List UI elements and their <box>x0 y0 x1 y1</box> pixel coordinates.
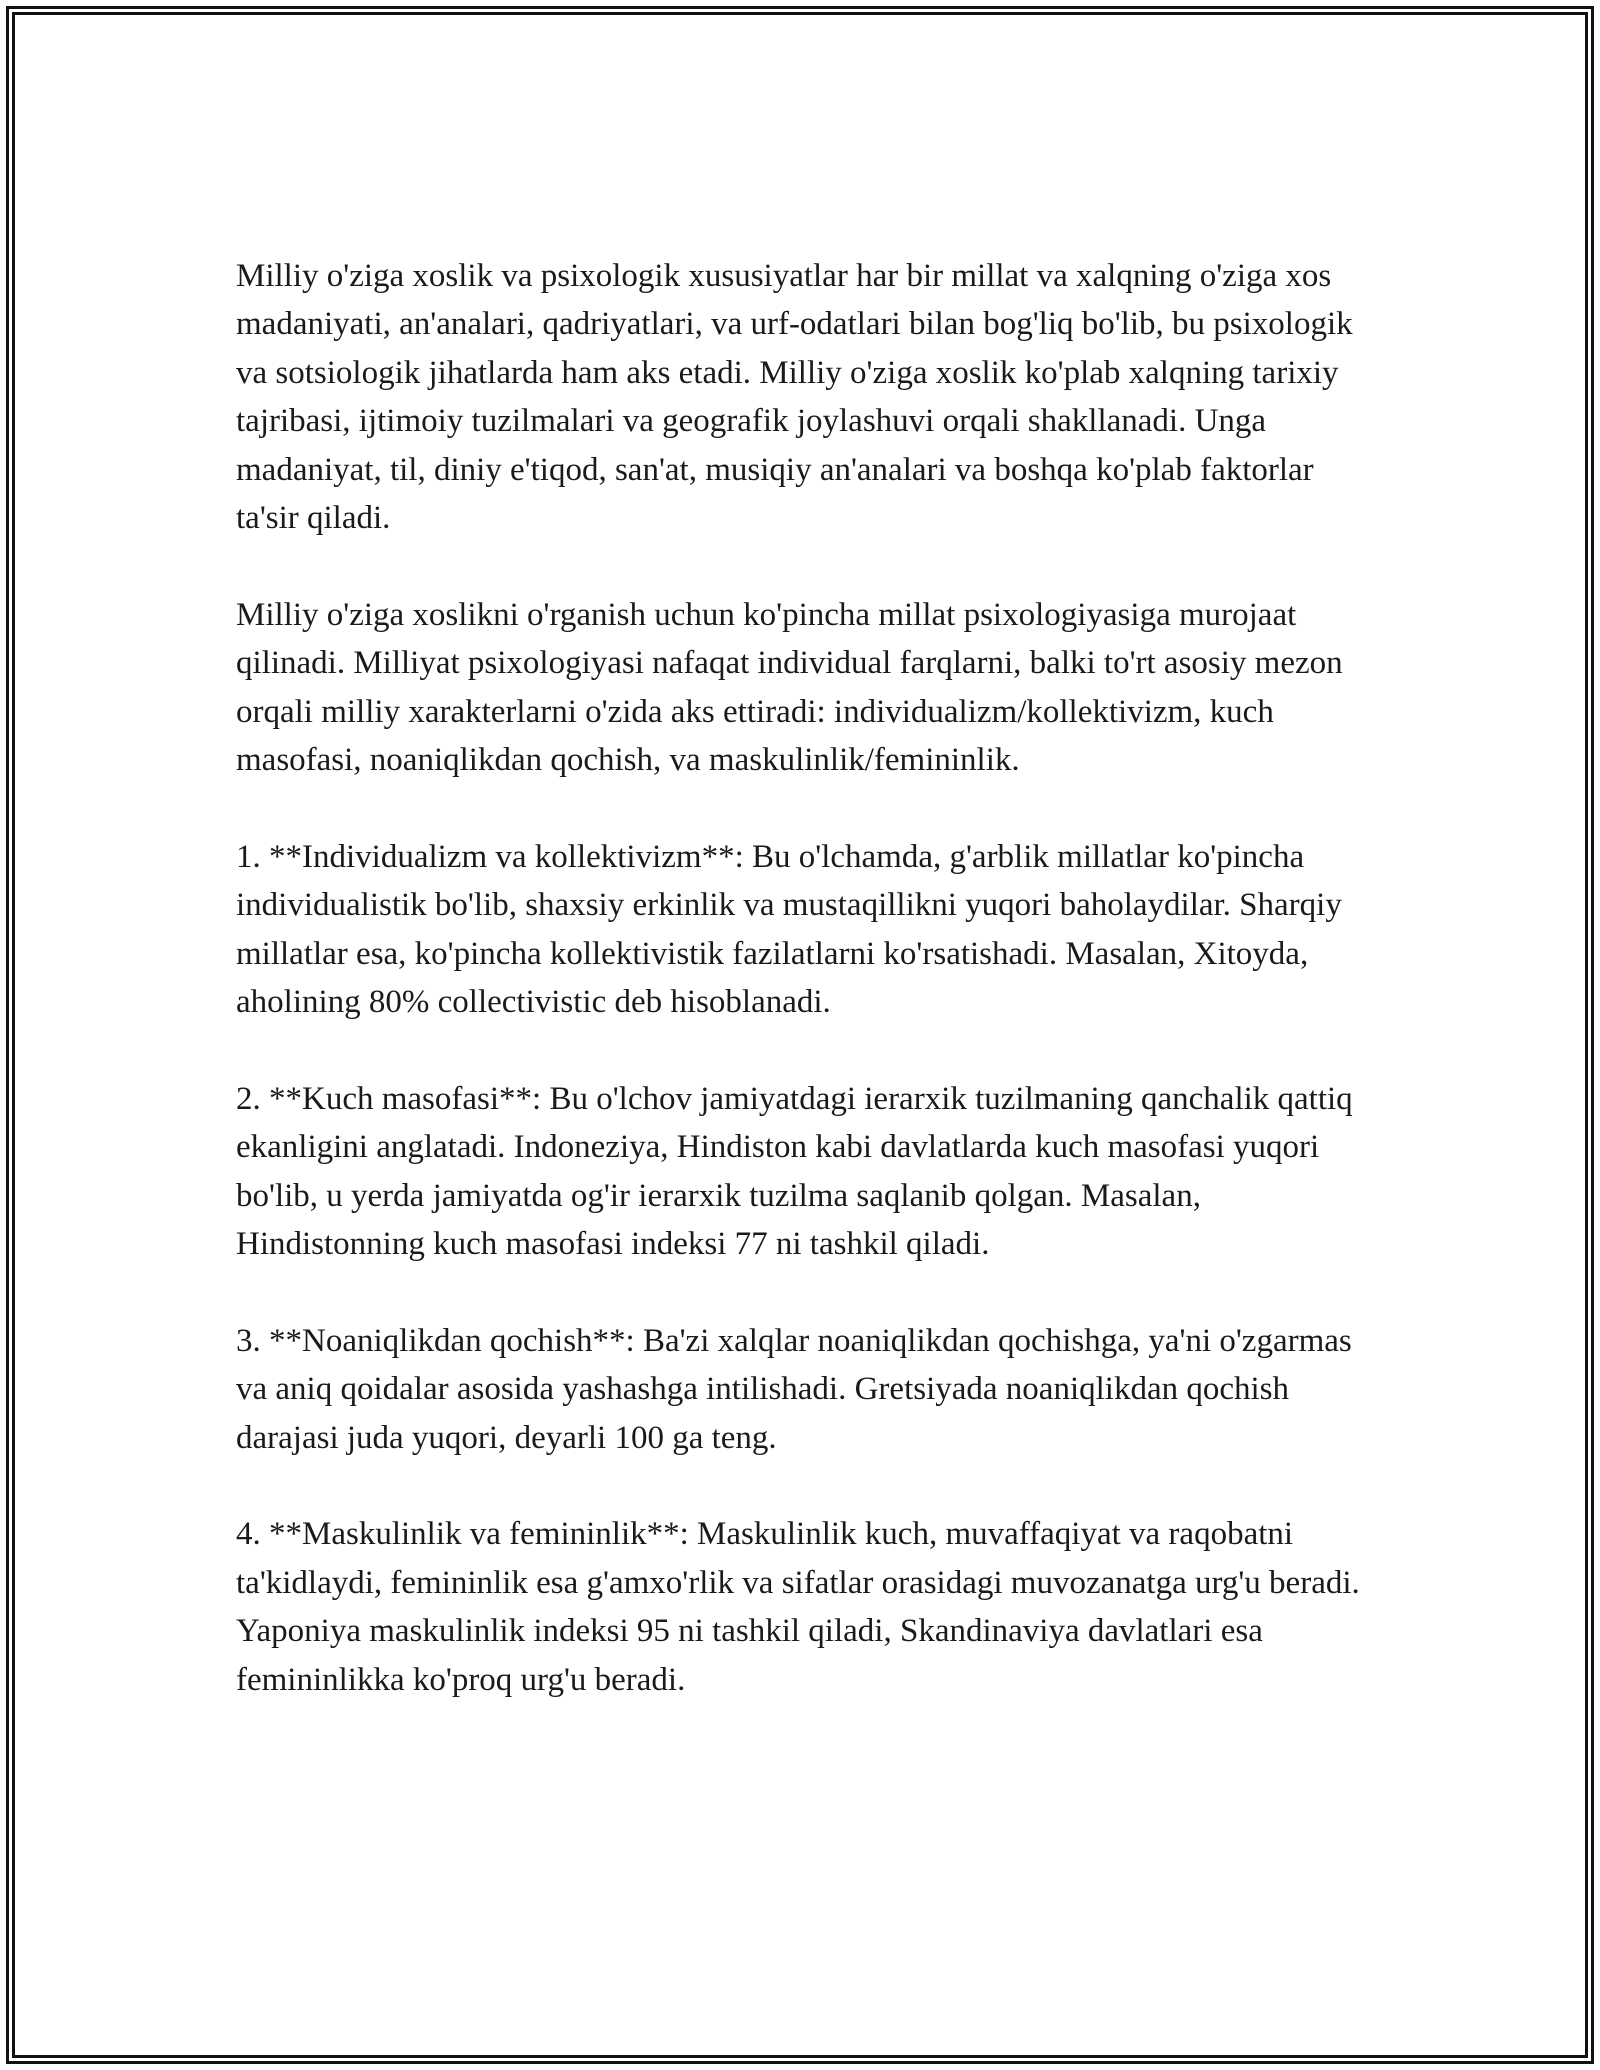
paragraph-intro: Milliy o'ziga xoslik va psixologik xususiyatlar har bir millat va xalqning o'ziga xos madaniyati, an'analari, qadriyatlari, va urf-odatlari bilan bog'liq bo'lib, bu psixologik va sotsiologik jihatlarda ham aks etadi. Milliy o'ziga xoslik ko'plab xalqning tarixiy tajribasi, ijtimoiy tuzilmalari va geografik joylashuvi orqali shakllanadi. Unga madaniyat, til, diniy e'tiqod, san'at, musiqiy an'analari va boshqa ko'plab faktorlar ta'sir qiladi. <box>236 258 1353 537</box>
document-body <box>236 252 1376 1704</box>
paragraph-power-distance: 2. **Kuch masofasi**: Bu o'lchov jamiyatdagi ierarxik tuzilmaning qanchalik qattiq ekanligini anglatadi. Indoneziya, Hindiston kabi davlatlarda kuch masofasi yuqori bo'lib, u yerda jamiyatda og'ir ierarxik tuzilma saqlanib qolgan. Masalan, Hindistonning kuch masofasi indeksi 77 ni tashkil qiladi. <box>236 1080 1353 1263</box>
paragraph-individualism: 1. **Individualizm va kollektivizm**: Bu o'lchamda, g'arblik millatlar ko'pincha individualistik bo'lib, shaxsiy erkinlik va mustaqillikni yuqori baholaydilar. Sharqiy millatlar esa, ko'pincha kollektivistik fazilatlarni ko'rsatishadi. Masalan, Xitoyda, aholining 80% collectivistic deb hisoblanadi. <box>236 838 1342 1021</box>
paragraph-uncertainty-avoidance: 3. **Noaniqlikdan qochish**: Ba'zi xalqlar noaniqlikdan qochishga, ya'ni o'zgarmas va aniq qoidalar asosida yashashga intilishadi. Gretsiyada noaniqlikdan qochish darajasi juda yuqori, deyarli 100 ga teng. <box>236 1322 1352 1456</box>
paragraph-masculinity: 4. **Maskulinlik va femininlik**: Maskulinlik kuch, muvaffaqiyat va raqobatni ta'kidlaydi, femininlik esa g'amxo'rlik va sifatlar orasidagi muvozanatga urg'u beradi. Yaponiya maskulinlik indeksi 95 ni tashkil qiladi, Skandinaviya davlatlari esa femininlikka ko'proq urg'u beradi. <box>236 1516 1360 1698</box>
paragraph-psychology: Milliy o'ziga xoslikni o'rganish uchun ko'pincha millat psixologiyasiga murojaat qilinadi. Milliyat psixologiyasi nafaqat individual farqlarni, balki to'rt asosiy mezon orqali milliy xarakterlarni o'zida aks ettiradi: individualizm/kollektivizm, kuch masofasi, noaniqlikdan qochish, va maskulinlik/femininlik. <box>236 596 1343 779</box>
